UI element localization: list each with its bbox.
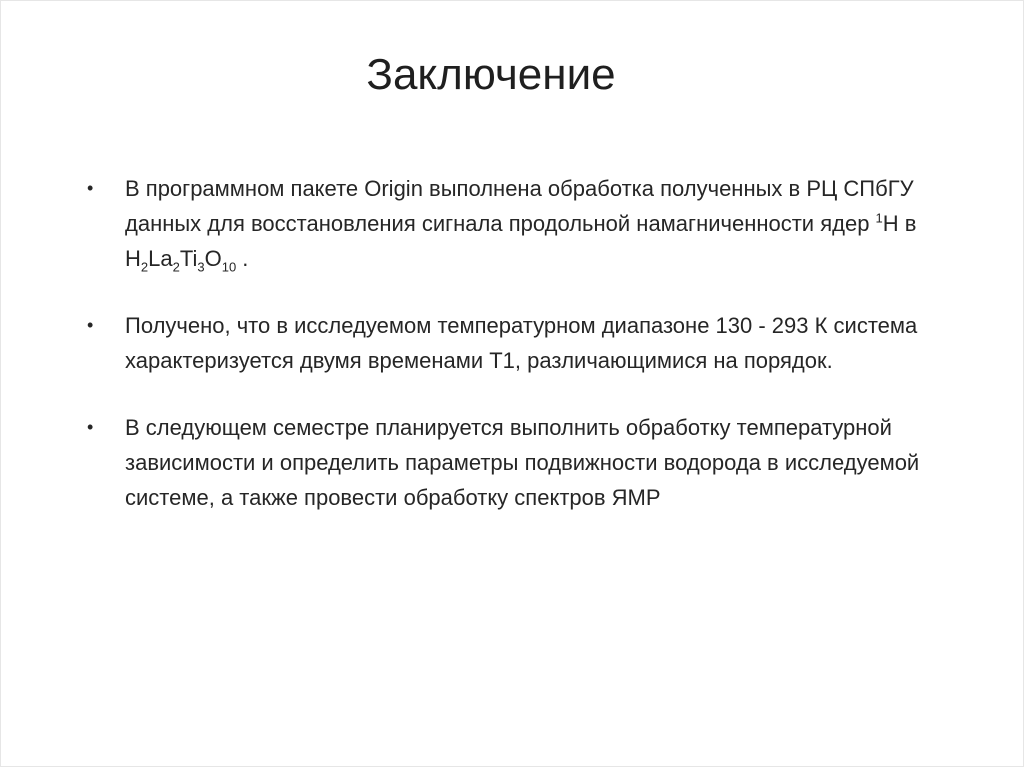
bullet-text: В следующем семестре планируется выполнить обработку температурной зависимости и определить параметры подвижности водорода в исследуемой системе, а также провести обработку спектров ЯМР (125, 415, 920, 510)
superscript: 1 (875, 210, 883, 226)
bullet-dot-icon: • (87, 178, 94, 198)
bullet-text-part: O (204, 246, 222, 271)
bullet-item-t1-result (85, 308, 965, 378)
bullet-text-part: . (236, 246, 249, 271)
bullet-dot-icon: • (87, 315, 94, 335)
bullet-list (85, 171, 965, 547)
slide-title: Заключение (366, 50, 616, 99)
subscript: 2 (140, 259, 149, 275)
subscript: 2 (172, 259, 180, 275)
bullet-text: Получено, что в исследуемом температурном диапазоне 130 - 293 К система характеризуется двумя временами Т1, различающимися на порядок. (125, 313, 918, 373)
bullet-dot-icon: • (87, 417, 94, 437)
bullet-item-origin-processing (85, 171, 965, 276)
bullet-text-part: В программном пакете Origin выполнена обработка полученных в РЦ СПбГУ данных для восстановления сигнала продольной намагниченности ядер (125, 176, 914, 236)
bullet-text-part: Н в Н (125, 211, 917, 271)
subscript: 3 (197, 259, 205, 275)
bullet-text-part: Ti (179, 246, 198, 271)
bullet-item-next-semester (85, 410, 965, 515)
bullet-text-part: La (148, 246, 173, 271)
subscript: 10 (221, 259, 237, 275)
